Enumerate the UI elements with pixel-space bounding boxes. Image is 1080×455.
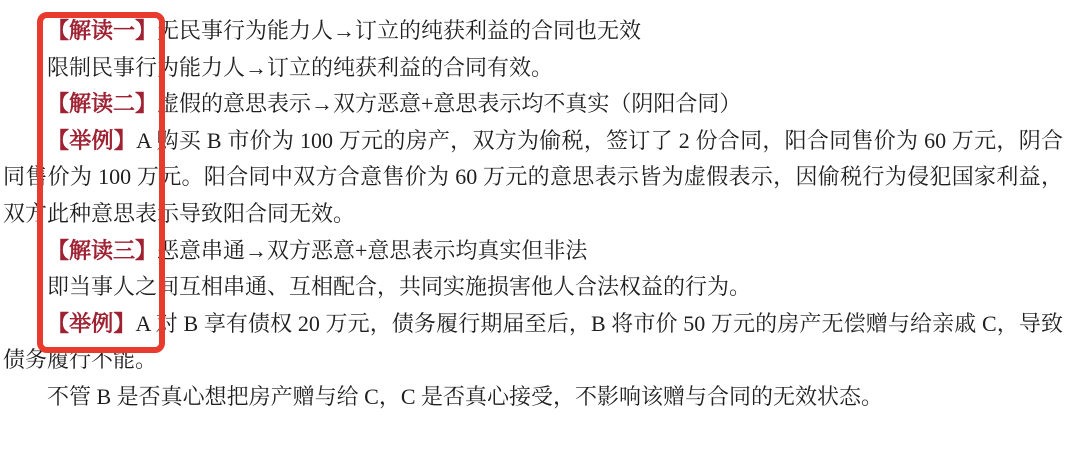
- paragraph: [3, 50, 1063, 87]
- paragraph-text: 无民事行为能力人→订立的纯获利益的合同也无效: [157, 18, 642, 43]
- paragraph: [3, 13, 1063, 50]
- paragraph-text: 不管 B 是否真心想把房产赠与给 C，C 是否真心接受，不影响该赠与合同的无效状态。: [47, 383, 884, 409]
- paragraph-text: A 购买 B 市价为 100 万元的房产，双方为偷税，签订了 2 份合同，阳合同售价为 60 万元，阴合同售价为 100 万元。阳合同中双方合意售价为 60 万元的意思表示皆为虚假表示，因偷税行为侵犯国家利益，双方此种意思表示导致阳合同无效。: [3, 127, 1063, 226]
- section-marker: 【举例】: [47, 310, 136, 336]
- paragraph: [3, 306, 1063, 379]
- paragraph: [3, 86, 1063, 123]
- section-marker: 【解读一】: [47, 18, 158, 43]
- paragraph: [3, 233, 1063, 270]
- paragraph: [3, 379, 1063, 416]
- paragraph-text: A 对 B 享有债权 20 万元，债务履行期届至后，B 将市价 50 万元的房产无偿赠与给亲戚 C，导致债务履行不能。: [3, 310, 1063, 373]
- paragraph: [3, 123, 1063, 233]
- paragraph-text: 恶意串通→双方恶意+意思表示均真实但非法: [157, 237, 588, 263]
- paragraph: [3, 269, 1063, 306]
- section-marker: 【解读三】: [47, 237, 158, 263]
- document-page: [3, 13, 1063, 416]
- paragraph-text: 虚假的意思表示→双方恶意+意思表示均不真实（阴阳合同）: [157, 91, 742, 117]
- section-marker: 【解读二】: [47, 91, 158, 117]
- paragraph-text: 限制民事行为能力人→订立的纯获利益的合同有效。: [47, 54, 554, 80]
- paragraph-text: 即当事人之间互相串通、互相配合，共同实施损害他人合法权益的行为。: [47, 274, 752, 300]
- section-marker: 【举例】: [47, 127, 137, 153]
